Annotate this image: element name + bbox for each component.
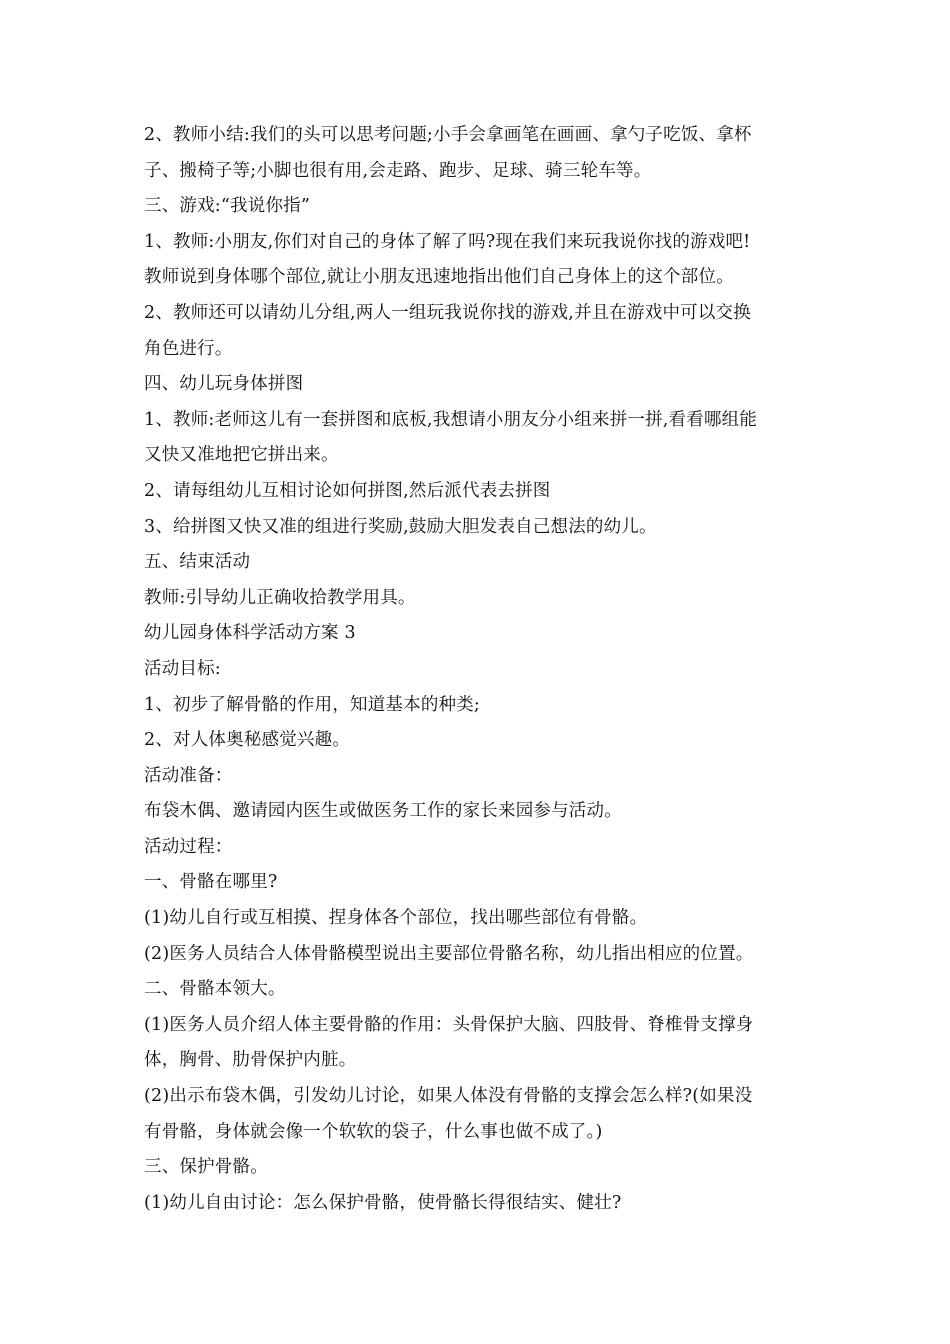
text-line: 又快又准地把它拼出来。 bbox=[144, 445, 339, 466]
section-heading: 三、保护骨骼。 bbox=[144, 1157, 268, 1178]
text-line: 1、教师:小朋友,你们对自己的身体了解了吗?现在我们来玩我说你找的游戏吧! bbox=[144, 231, 751, 252]
text-line: 2、请每组幼儿互相讨论如何拼图,然后派代表去拼图 bbox=[144, 480, 551, 501]
text-line: 1、教师:老师这儿有一套拼图和底板,我想请小朋友分小组来拼一拼,看看哪组能 bbox=[144, 409, 758, 430]
text-line: 角色进行。 bbox=[144, 338, 233, 359]
text-line: (1)医务人员介绍人体主要骨骼的作用：头骨保护大脑、四肢骨、脊椎骨支撑身 bbox=[144, 1014, 754, 1035]
text-line: 3、给拼图又快又准的组进行奖励,鼓励大胆发表自己想法的幼儿。 bbox=[144, 516, 657, 537]
text-line: 子、搬椅子等;小脚也很有用,会走路、跑步、足球、骑三轮车等。 bbox=[144, 160, 652, 181]
section-heading: 活动准备： bbox=[144, 765, 233, 786]
document-subtitle: 幼儿园身体科学活动方案 3 bbox=[144, 623, 356, 644]
text-line: 教师:引导幼儿正确收拾教学用具。 bbox=[144, 587, 416, 608]
section-heading: 活动目标: bbox=[144, 658, 221, 679]
document-body bbox=[144, 118, 812, 1221]
section-heading: 一、骨骼在哪里? bbox=[144, 872, 278, 893]
text-line: 1、初步了解骨骼的作用，知道基本的种类; bbox=[144, 694, 481, 715]
text-line: 体，胸骨、肋骨保护内脏。 bbox=[144, 1050, 357, 1071]
section-heading: 三、游戏:“我说你指” bbox=[144, 196, 310, 217]
text-line: 布袋木偶、邀请园内医生或做医务工作的家长来园参与活动。 bbox=[144, 801, 622, 822]
text-line: 2、教师还可以请幼儿分组,两人一组玩我说你找的游戏,并且在游戏中可以交换 bbox=[144, 302, 751, 323]
text-line: (1)幼儿自行或互相摸、捏身体各个部位，找出哪些部位有骨骼。 bbox=[144, 908, 648, 929]
text-line: (2)医务人员结合人体骨骼模型说出主要部位骨骼名称，幼儿指出相应的位置。 bbox=[144, 943, 754, 964]
section-heading: 二、骨骼本领大。 bbox=[144, 979, 286, 1000]
section-heading: 五、结束活动 bbox=[144, 552, 251, 573]
text-line: (2)出示布袋木偶，引发幼儿讨论，如果人体没有骨骼的支撑会怎么样?(如果没 bbox=[144, 1086, 753, 1107]
text-line: 2、教师小结:我们的头可以思考问题;小手会拿画笔在画画、拿勺子吃饭、拿杯 bbox=[144, 125, 752, 145]
text-line: 有骨骼，身体就会像一个软软的袋子，什么事也做不成了。) bbox=[144, 1121, 603, 1142]
text-line: (1)幼儿自由讨论：怎么保护骨骼，使骨骼长得很结实、健壮? bbox=[144, 1192, 622, 1213]
text-line: 教师说到身体哪个部位,就让小朋友迅速地指出他们自己身体上的这个部位。 bbox=[144, 267, 734, 288]
text-line: 2、对人体奥秘感觉兴趣。 bbox=[144, 730, 351, 751]
section-heading: 四、幼儿玩身体拼图 bbox=[144, 374, 304, 395]
section-heading: 活动过程： bbox=[144, 836, 233, 857]
